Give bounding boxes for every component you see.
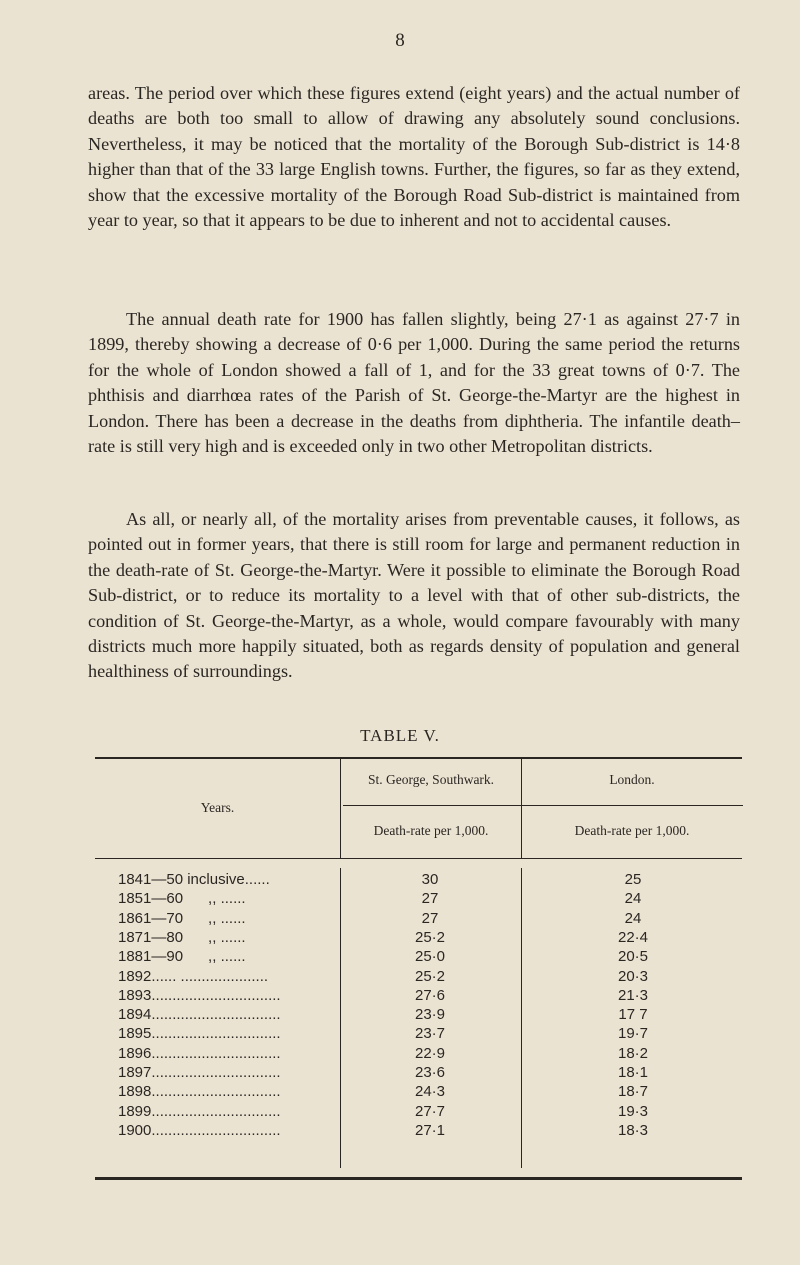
paragraph-3 (88, 507, 740, 685)
london-rate-cell: 18·2 (617, 1044, 649, 1062)
paragraph-1 (88, 81, 740, 233)
london-rate-cell: 22·4 (617, 928, 649, 946)
st-george-rate-cell: 30 (421, 871, 439, 888)
paragraph-1-text: areas. The period over which these figures extend (eight years) and the actual number of deaths are both too small to allow of drawing any absolutely sound conclusions. Nevertheless, it may be noticed that the mortality of the Borough Sub-district is 14·8 higher than that of the 33 large English towns. Further, the figures, so far as they extend, show that the excessive mortality of the Borough Road Sub-district is maintained from year to year, so that it appears to be due to inherent and not to accidental causes. (88, 83, 740, 231)
table-row (0, 1005, 800, 1024)
year-cell: 1898............................... (118, 1083, 281, 1101)
london-rate-cell: 21·3 (617, 986, 649, 1004)
st-george-rate-cell: 22·9 (414, 1044, 446, 1062)
london-rate-cell: 18·1 (617, 1064, 649, 1081)
table-row (0, 1063, 800, 1082)
london-rate-cell: 25 (624, 871, 642, 888)
table-row (0, 889, 800, 908)
table-row (0, 967, 800, 986)
table-row (0, 1044, 800, 1063)
year-cell: 1861—70 ,, ...... (118, 909, 246, 927)
london-rate-cell: 17 7 (618, 1006, 648, 1024)
header-st-george: St. George, Southwark. (367, 772, 495, 787)
table-row (0, 1024, 800, 1043)
table-row (0, 986, 800, 1005)
year-cell: 1895............................... (118, 1025, 281, 1043)
table-title: TABLE V. (360, 726, 440, 745)
header-years: Years. (200, 800, 235, 815)
table-top-rule (95, 757, 742, 759)
table-row (0, 870, 800, 889)
london-rate-cell: 18·7 (617, 1083, 649, 1101)
page-number: 8 (395, 30, 405, 51)
year-cell: 1851—60 ,, ...... (118, 890, 246, 908)
london-rate-cell: 24 (624, 890, 642, 908)
year-cell: 1899............................... (118, 1102, 281, 1120)
header-london-rate: Death-rate per 1,000. (574, 823, 690, 838)
table-row (0, 928, 800, 947)
year-cell: 1897............................... (118, 1064, 281, 1081)
header-st-george-rate: Death-rate per 1,000. (373, 823, 489, 838)
st-george-rate-cell: 23·7 (414, 1025, 446, 1043)
st-george-rate-cell: 25·2 (414, 928, 446, 946)
st-george-rate-cell: 27·6 (414, 986, 446, 1004)
paragraph-2 (88, 307, 740, 459)
london-rate-cell: 20·3 (617, 967, 649, 985)
london-rate-cell: 24 (624, 909, 642, 927)
st-george-rate-cell: 23·9 (414, 1006, 446, 1024)
year-cell: 1896............................... (118, 1044, 281, 1062)
st-george-rate-cell: 27 (421, 909, 439, 927)
table-row (0, 947, 800, 966)
st-george-rate-cell: 25·2 (414, 967, 446, 985)
st-george-rate-cell: 27·7 (414, 1102, 446, 1120)
table-row (0, 1082, 800, 1101)
year-cell: 1893............................... (118, 986, 281, 1004)
year-cell: 1900............................... (118, 1121, 281, 1139)
st-george-rate-cell: 27·1 (414, 1121, 446, 1139)
table-row (0, 1121, 800, 1140)
year-cell: 1881—90 ,, ...... (118, 948, 246, 966)
year-cell: 1841—50 inclusive...... (118, 871, 270, 888)
year-cell: 1892...... ..................... (118, 967, 269, 985)
header-london: London. (609, 772, 655, 787)
table-bottom-rule (95, 1177, 742, 1180)
st-george-rate-cell: 23·6 (414, 1064, 446, 1081)
year-cell: 1894............................... (118, 1006, 281, 1024)
paragraph-3-text: As all, or nearly all, of the mortality arises from preventable causes, it follows, as pointed out in former years, that there is still room for large and permanent reduction in the death-rate of St. George-the-Martyr. Were it possible to eliminate the Borough Road Sub-district, or to reduce its mortality to a level with that of other sub-districts, the condition of St. George-the-Martyr, as a whole, would compare favourably with many districts much more happily situated, both as regards density of population and general healthiness of surroundings. (88, 509, 740, 682)
st-george-rate-cell: 24·3 (414, 1083, 446, 1101)
london-rate-cell: 18·3 (617, 1121, 649, 1139)
table-row (0, 909, 800, 928)
subheader-rule (343, 805, 743, 806)
table-row (0, 1102, 800, 1121)
header-bottom-rule (95, 858, 742, 859)
london-rate-cell: 19·3 (617, 1102, 649, 1120)
year-cell: 1871—80 ,, ...... (118, 928, 246, 946)
london-rate-cell: 19·7 (617, 1025, 649, 1043)
st-george-rate-cell: 25·0 (414, 948, 446, 966)
paragraph-2-text: The annual death rate for 1900 has fallen slightly, being 27·1 as against 27·7 in 1899, thereby showing a decrease of 0·6 per 1,000. During the same period the returns for the whole of London showed a fall of 1, and for the 33 great towns of 0·7. The phthisis and diarrhœa rates of the Parish of St. George-the-Martyr are the highest in London. There has been a decrease in the deaths from diphtheria. The infantile death–rate is still very high and is exceeded only in two other Metropolitan districts. (88, 309, 740, 457)
st-george-rate-cell: 27 (421, 890, 439, 908)
london-rate-cell: 20·5 (617, 948, 649, 966)
